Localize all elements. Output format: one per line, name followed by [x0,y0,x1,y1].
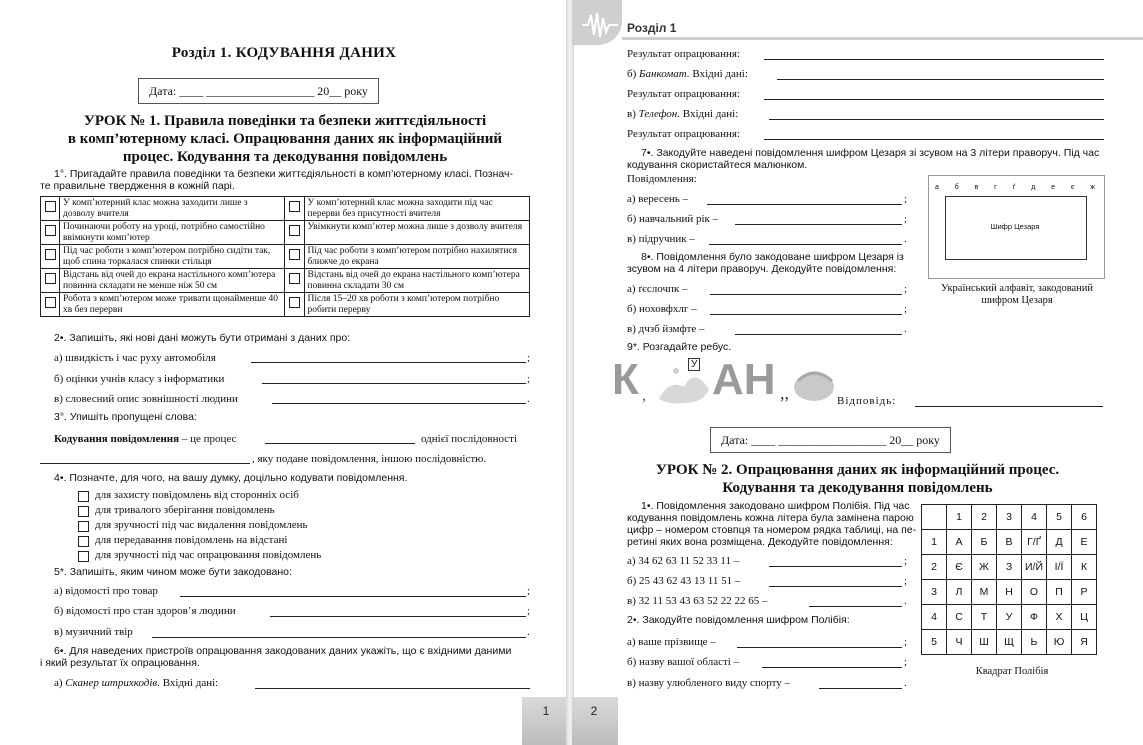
polybius-row [922,530,1097,555]
message-label: Повідомлення: [627,173,697,185]
semicolon: ; [527,605,531,617]
rebus-small-letter: У [688,358,700,371]
rebus-commas: ,, [780,383,789,403]
period: . [904,233,907,245]
polybius-column-number: 5 [1047,505,1072,530]
polybius-row [922,630,1097,655]
polybius-cell: Н [997,580,1022,605]
term-coding: Кодування повідомлення [54,433,180,445]
semicolon: ; [904,656,908,668]
answer-line[interactable] [737,647,902,648]
polybius-column-number: 6 [1072,505,1097,530]
answer-line[interactable] [270,616,526,617]
l2-task-1-item-b: б) 25 43 62 43 13 11 51 – [627,575,741,587]
task-7-item-b: б) навчальний рік – [627,213,719,225]
answer-line[interactable] [709,244,902,245]
polybius-column-number: 2 [972,505,997,530]
polybius-row-number: 1 [922,530,947,555]
checkbox-cell[interactable] [285,245,304,269]
period: . [527,626,530,638]
item-prefix: б) [627,68,637,80]
answer-line[interactable] [152,637,526,638]
answer-line[interactable] [255,688,530,689]
rule-statement: У комп’ютерний клас можна заходити лише з дозволу вчителя [60,197,285,221]
checkbox[interactable] [45,225,56,236]
cipher-letter: є [1070,184,1075,191]
caption-line: Український алфавіт, закодований [940,283,1094,294]
polybius-cell: Ь [1022,630,1047,655]
polybius-cell: К [1072,555,1097,580]
semicolon: ; [527,373,531,385]
input-data-label: Вхідні дані: [692,68,748,80]
task-7-item-a: а) вересень – [627,193,689,205]
rule-statement: Після 15–20 хв роботи з комп’ютером потрібно робити перерву [304,293,529,317]
polybius-row-number: 4 [922,605,947,630]
lesson-2-title [572,461,1143,497]
polybius-cell: Ц [1072,605,1097,630]
task-1-line: те правильне твердження в кожній парі. [40,180,235,192]
task-6-line: 6•. Для наведених пристроїв опрацювання закодованих даних укажіть, що є вхідними даними [54,645,512,657]
task-5-item-b: б) відомості про стан здоров’я людини [54,605,236,617]
checkbox[interactable] [45,201,56,212]
polybius-column-number: 4 [1022,505,1047,530]
answer-line[interactable] [764,59,1104,60]
lesson-title-line: Кодування та декодування повідомлень [722,480,993,496]
answer-line[interactable] [710,294,902,295]
task-1-line: 1°. Пригадайте правила поведінки та безпеки життєдіяльності в комп’ютерному класі. Познач- [54,168,513,180]
polybius-cell: С [947,605,972,630]
checkbox-cell[interactable] [41,221,60,245]
right-page [572,0,1143,745]
checkbox[interactable] [78,506,89,517]
checkbox-cell[interactable] [41,293,60,317]
date-field[interactable]: Дата: ____ __________________ 20__ року [138,78,379,104]
task-7-line: 7•. Закодуйте наведені повідомлення шифром Цезаря зі зсувом на 3 літери праворуч. Під час [641,147,1100,159]
polybius-cell: Я [1072,630,1097,655]
polybius-cell: Щ [997,630,1022,655]
rules-row [41,245,530,269]
task-4-option: для передавання повідомлень на відстані [95,534,288,546]
page-header: Розділ 1 [627,21,677,35]
input-data-label: Вхідні дані: [682,108,739,120]
checkbox-cell[interactable] [285,221,304,245]
waveform-icon [582,10,618,40]
lesson-title-line: УРОК № 2. Опрацювання даних як інформаційний процес. [655,462,1060,478]
rule-statement: Починаючи роботу на уроці, потрібно самостійно ввімкнути комп’ютер [60,221,285,245]
period: . [904,595,907,607]
task-8-item-c: в) дчзб йзмфте – [627,323,705,335]
checkbox[interactable] [78,491,89,502]
l2-task-2-item-c: в) назву улюбленого виду спорту – [627,677,791,689]
rules-row [41,293,530,317]
task-8-item-a: а) ґєслочпк – [627,283,688,295]
rule-statement: Увімкнути комп’ютер можна лише з дозволу вчителя [304,221,529,245]
polybius-cell: Л [947,580,972,605]
answer-line[interactable] [809,606,902,607]
checkbox[interactable] [78,521,89,532]
lesson-title-line: в комп’ютерному класі. Опрацювання даних як інформаційний [67,131,503,147]
checkbox-cell[interactable] [41,269,60,293]
answer-line[interactable] [777,79,1104,80]
polybius-cell: У [997,605,1022,630]
device-name: Телефон. [638,108,680,120]
milk-splash-icon [654,359,714,407]
checkbox[interactable] [289,297,300,308]
task-3-sentence [54,433,236,445]
task-5-text: 5*. Запишіть, яким чином може бути закодовано: [54,566,292,578]
answer-line[interactable] [764,139,1104,140]
cipher-label: Шифр Цезаря [990,222,1040,231]
caesar-cipher-figure [928,175,1105,279]
rule-statement: Відстань від очей до екрана настільного комп’ютера повинна складати 30 см [304,269,529,293]
task-line: 1•. Повідомлення закодовано шифром Полібія. Під час [641,500,910,512]
checkbox[interactable] [289,273,300,284]
task-3-text: 3°. Упишіть пропущені слова: [54,411,197,423]
polybius-cell: Ф [1022,605,1047,630]
semicolon: ; [904,555,908,567]
answer-line[interactable] [735,224,902,225]
cipher-letter: г [994,184,997,191]
rule-statement: Відстань від очей до екрана настільного комп’ютера повинна складати не менше ніж 50 см [60,269,285,293]
cipher-letter: е [1051,184,1056,191]
answer-line[interactable] [272,403,526,404]
item-prefix: в) [627,108,636,120]
result-label: Результат опрацювання: [627,48,740,60]
cipher-letter: в [974,184,979,191]
task-2-text: 2•. Запишіть, які нові дані можуть бути отримані з даних про: [54,332,351,344]
task-5-item-c: в) музичний твір [54,626,133,638]
semicolon: ; [527,352,531,364]
task-4-option: для зручності під час опрацювання повідомлень [95,549,322,561]
item-prefix: а) [54,677,63,689]
polybius-cell: Х [1047,605,1072,630]
rules-table [40,196,530,317]
polybius-row-number: 2 [922,555,947,580]
polybius-row-number: 3 [922,580,947,605]
polybius-cell: З [997,555,1022,580]
task-4-option: для тривалого зберігання повідомлень [95,504,275,516]
result-label: Результат опрацювання: [627,88,740,100]
task-7-text [627,147,1107,171]
task-9-text: 9*. Розгадайте ребус. [627,341,732,353]
page-number: 2 [572,697,618,745]
answer-line[interactable] [265,443,415,444]
checkbox[interactable] [45,273,56,284]
semicolon: ; [904,303,908,315]
checkbox-cell[interactable] [285,197,304,221]
task-2-item-b: б) оцінки учнів класу з інформатики [54,373,225,385]
device-name: Банкомат. [639,68,690,80]
caption-line: шифром Цезаря [981,295,1053,306]
l2-task-2-item-a: а) ваше прізвище – [627,636,716,648]
rules-row [41,197,530,221]
checkbox[interactable] [45,249,56,260]
task-6-item-c [627,108,738,120]
checkbox[interactable] [289,225,300,236]
rule-statement: Робота з комп’ютером може тривати щонайменше 40 хв без перерви [60,293,285,317]
polybius-square [921,504,1097,655]
cipher-letter: б [954,184,959,191]
cipher-letter: а [935,184,939,191]
task-4-option: для зручності під час видалення повідомлень [95,519,308,531]
polybius-cell: М [972,580,997,605]
task-7-item-c: в) підручник – [627,233,695,245]
task-4-text: 4•. Позначте, для чого, на вашу думку, доцільно кодувати повідомлення. [54,472,408,484]
rules-row [41,269,530,293]
task-3-part: однієї послідовності [421,433,518,445]
answer-line[interactable] [764,99,1104,100]
left-page [0,0,568,745]
melon-icon [792,361,836,405]
semicolon: ; [904,636,908,648]
polybius-cell: Г/Ґ [1022,530,1047,555]
cipher-letter: ґ [1012,184,1016,191]
semicolon: ; [527,585,531,597]
polybius-cell: Ж [972,555,997,580]
checkbox[interactable] [289,201,300,212]
task-6-line: і який результат їх опрацювання. [40,657,200,669]
task-5-item-a: а) відомості про товар [54,585,158,597]
rebus-comma: , [642,387,646,404]
answer-line[interactable] [769,119,1104,120]
task-8-text [627,251,917,275]
polybius-cell: І/Ї [1047,555,1072,580]
lesson-title [20,112,550,166]
polybius-cell: Р [1072,580,1097,605]
section-title: Розділ 1. КОДУВАННЯ ДАНИХ [171,45,397,61]
checkbox-cell[interactable] [41,197,60,221]
polybius-cell: В [997,530,1022,555]
task-8-line: зсувом на 4 літери праворуч. Декодуйте повідомлення: [627,263,897,275]
lesson-title-line: УРОК № 1. Правила поведінки та безпеки життєдіяльності [83,113,487,129]
task-8-item-b: б) ноховфхлг – [627,303,697,315]
date-field[interactable]: Дата: ____ __________________ 20__ року [710,427,951,453]
answer-line[interactable] [40,463,250,464]
task-2-item-c: в) словесний опис зовнішності людини [54,393,238,405]
polybius-cell: Т [972,605,997,630]
answer-label: Відповідь: [837,395,897,407]
task-3-part: – це процес [181,433,237,445]
task-line: ретині яких вона розміщена. Декодуйте повідомлення: [627,536,893,548]
polybius-column-number: 3 [997,505,1022,530]
cipher-alphabet-row [935,184,1095,191]
answer-line[interactable] [180,596,526,597]
task-3-part: , яку подане повідомлення, іншою послідовністю. [252,453,487,465]
polybius-row [922,580,1097,605]
polybius-cell: А [947,530,972,555]
semicolon: ; [904,213,908,225]
task-6-text [40,645,540,669]
task-1-text [40,168,540,192]
answer-line[interactable] [710,314,902,315]
answer-line[interactable] [707,204,902,205]
polybius-header-row [922,505,1097,530]
polybius-caption: Квадрат Полібія [975,666,1049,677]
answer-line[interactable] [762,667,902,668]
checkbox-cell[interactable] [41,245,60,269]
rebus-image [612,355,837,410]
polybius-cell: Ч [947,630,972,655]
answer-line[interactable] [262,383,526,384]
l2-task-2-item-b: б) назву вашої області – [627,656,740,668]
polybius-cell: Е [1072,530,1097,555]
polybius-row-number: 5 [922,630,947,655]
cipher-letter: ж [1090,184,1095,191]
task-line: кодування повідомлень кожна літера була замінена парою [627,512,914,524]
period: . [904,323,907,335]
polybius-column-number: 1 [947,505,972,530]
rules-row [41,221,530,245]
polybius-cell: Б [972,530,997,555]
l2-task-1-item-a: а) 34 62 63 11 52 33 11 – [627,555,740,567]
lesson-2-task-2-text: 2•. Закодуйте повідомлення шифром Полібія: [627,614,850,626]
answer-line[interactable] [735,334,902,335]
cipher-letter: д [1031,184,1036,191]
task-8-line: 8•. Повідомлення було закодоване шифром Цезаря із [641,251,904,263]
polybius-cell: П [1047,580,1072,605]
answer-line[interactable] [915,406,1103,407]
result-label: Результат опрацювання: [627,128,740,140]
answer-line[interactable] [819,688,902,689]
polybius-row [922,605,1097,630]
checkbox[interactable] [45,297,56,308]
period: . [527,393,530,405]
answer-line[interactable] [769,586,902,587]
page-number: 1 [522,697,568,745]
polybius-cell: Д [1047,530,1072,555]
polybius-cell: Ш [972,630,997,655]
rule-statement: Під час роботи з комп’ютером потрібно сидіти так, щоб спина торкалася спинки стільця [60,245,285,269]
task-6-item-b [627,68,748,80]
header-rule [622,37,1143,40]
polybius-cell: Є [947,555,972,580]
task-line: цифр – номером стовпця та номером рядка таблиці, на пе- [627,524,917,536]
semicolon: ; [904,575,908,587]
rule-statement: Під час роботи з комп’ютером потрібно нахилятися ближче до екрана [304,245,529,269]
checkbox-cell[interactable] [285,293,304,317]
l2-task-1-item-c: в) 32 11 53 43 63 52 22 22 65 – [627,595,768,607]
checkbox[interactable] [78,536,89,547]
device-name: Сканер штрихкодів. [65,677,160,689]
header-tab [572,0,622,45]
task-4-option: для захисту повідомлень від сторонніх осіб [95,489,299,501]
polybius-column-number [922,505,947,530]
rebus-letter: К [612,355,639,404]
lesson-title-line: процес. Кодування та декодування повідомлень [122,149,448,165]
answer-line[interactable] [251,362,526,363]
task-2-item-a: а) швидкість і час руху автомобіля [54,352,216,364]
polybius-cell: Ю [1047,630,1072,655]
checkbox-cell[interactable] [285,269,304,293]
checkbox[interactable] [78,551,89,562]
rebus-letters: АН [712,355,776,404]
lesson-2-task-1-text [627,500,917,548]
task-6-item-a [54,677,218,689]
semicolon: ; [904,193,908,205]
checkbox[interactable] [289,249,300,260]
semicolon: ; [904,283,908,295]
polybius-cell: О [1022,580,1047,605]
rule-statement: У комп’ютерний клас можна заходити під час перерви без присутності вчителя [304,197,529,221]
answer-line[interactable] [769,566,902,567]
polybius-cell: И/Й [1022,555,1047,580]
polybius-row [922,555,1097,580]
task-7-line: кодування скористайтеся малюнком. [627,159,808,171]
input-data-label: Вхідні дані: [162,677,219,689]
cipher-caption [912,283,1122,307]
period: . [904,677,907,689]
